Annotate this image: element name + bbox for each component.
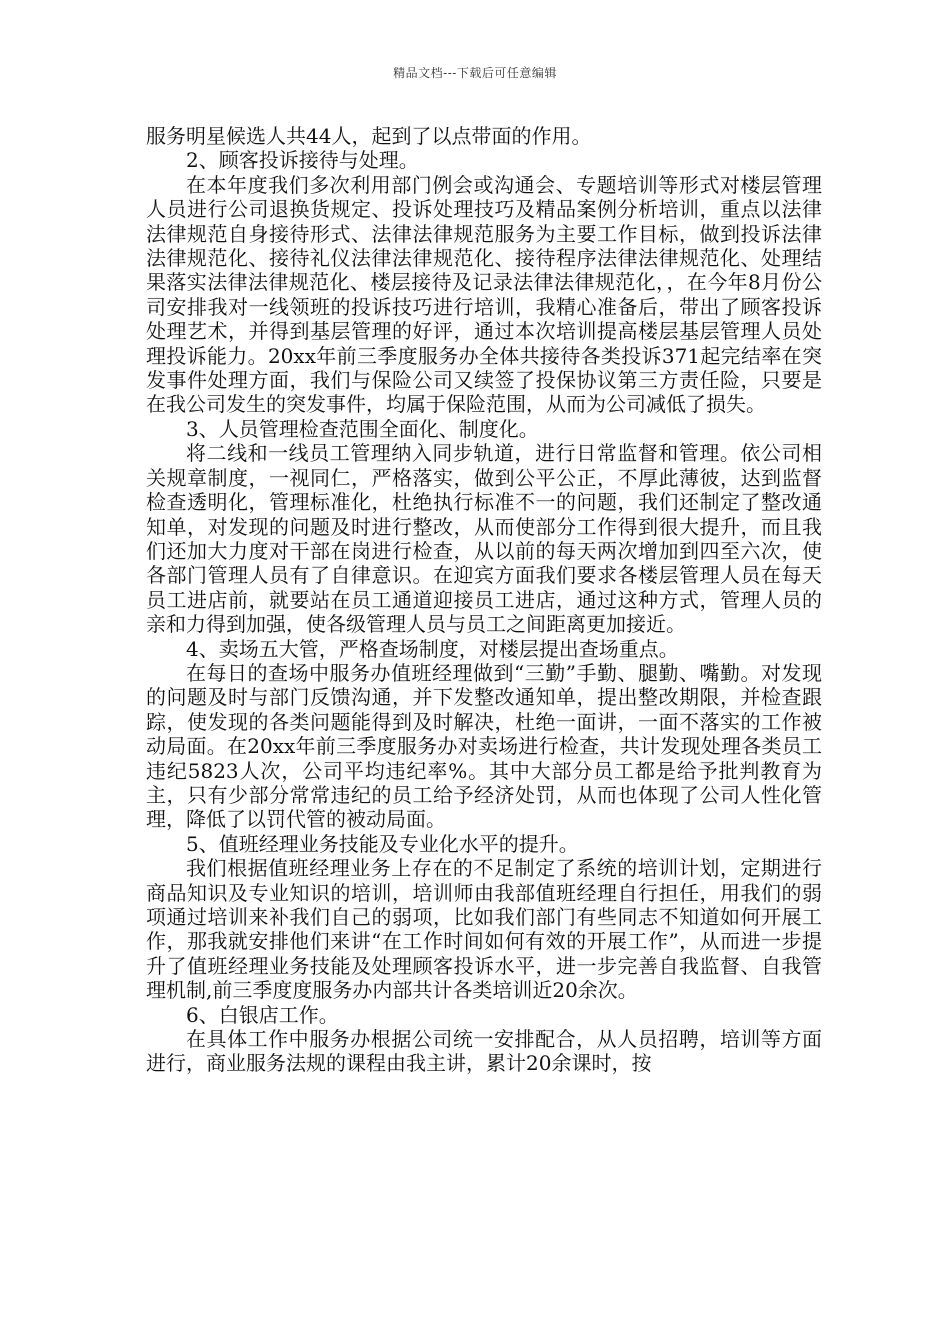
section-heading-staff-management: 3、人员管理检查范围全面化、制度化。 [186,416,539,441]
page-header: 精品文档---下载后可任意编辑 [393,66,557,80]
paragraph-floor-inspection: 在每日的查场中服务办值班经理做到“三勤”手勤、腿勤、嘴勤。对发现的问题及时与部门反馈沟通，并下发整改通知单，提出整改期限，并检查跟踪，使发现的各类问题能得到及时解决，杜绝一面讲，一面不落实的工作被动局面。在20xx年前三季度服务办对卖场进行检查，共计发现处理各类员工违纪5823人次，公司平均违纪率%。其中大部分员工都是给予批判教育为主，只有少部分常常违纪的员工给予经济处罚，从而也体现了公司人性化管理，降低了以罚代管的被动局面。 [146,660,822,832]
paragraph-duty-manager-skills: 我们根据值班经理业务上存在的不足制定了系统的培训计划，定期进行商品知识及专业知识的培训，培训师由我部值班经理自行担任，用我们的弱项通过培训来补我们自己的弱项，比如我们部门有些同志不知道如何开展工作，那我就安排他们来讲“在工作时间如何有效的开展工作”，从而进一步提升了值班经理业务技能及处理顾客投诉水平，进一步完善自我监督、自我管理机制,前三季度度服务办内部共计各类培训近20余次。 [146,856,822,1003]
paragraph-staff-management: 将二线和一线员工管理纳入同步轨道，进行日常监督和管理。依公司相关规章制度，一视同仁，严格落实，做到公平公正，不厚此薄彼，达到监督检查透明化，管理标准化，杜绝执行标准不一的问题，我们还制定了整改通知单，对发现的问题及时进行整改，从而使部分工作得到很大提升，而且我们还加大力度对干部在岗进行检查，从以前的每天两次增加到四至六次，使各部门管理人员有了自律意识。在迎宾方面我们要求各楼层管理人员在每天员工进店前，就要站在员工通道迎接员工进店，通过这种方式，管理人员的亲和力得到加强，使各级管理人员与员工之间距离更加接近。 [146,441,822,637]
section-heading-floor-inspection: 4、卖场五大管，严格查场制度，对楼层提出查场重点。 [186,636,679,661]
document-body [146,124,822,1076]
section-heading-baiyin-store: 6、白银店工作。 [186,1002,339,1027]
paragraph-complaints: 在本年度我们多次利用部门例会或沟通会、专题培训等形式对楼层管理人员进行公司退换货规定、投诉处理技巧及精品案例分析培训，重点以法律法律规范自身接待形式、法律法律规范服务为主要工作目标，做到投诉法律法律规范化、接待礼仪法律法律规范化、接待程序法律法律规范化、处理结果落实法律法律规范化、楼层接待及记录法律法律规范化，，在今年8月份公司安排我对一线领班的投诉技巧进行培训，我精心准备后，带出了顾客投诉处理艺术，并得到基层管理的好评，通过本次培训提高楼层基层管理人员处理投诉能力。20xx年前三季度服务办全体共接待各类投诉371起完结率在突发事件处理方面，我们与保险公司又续签了投保协议第三方责任险，只要是在我公司发生的突发事件，均属于保险范围，从而为公司减低了损失。 [146,172,822,417]
paragraph-continuation: 服务明星候选人共44人，起到了以点带面的作用。 [146,124,592,148]
section-heading-duty-manager-skills: 5、值班经理业务技能及专业化水平的提升。 [186,831,579,856]
paragraph-baiyin-store: 在具体工作中服务办根据公司统一安排配合，从人员招聘，培训等方面进行，商业服务法规的课程由我主讲，累计20余课时，按 [146,1027,822,1076]
section-heading-complaints: 2、顾客投诉接待与处理。 [186,148,419,173]
